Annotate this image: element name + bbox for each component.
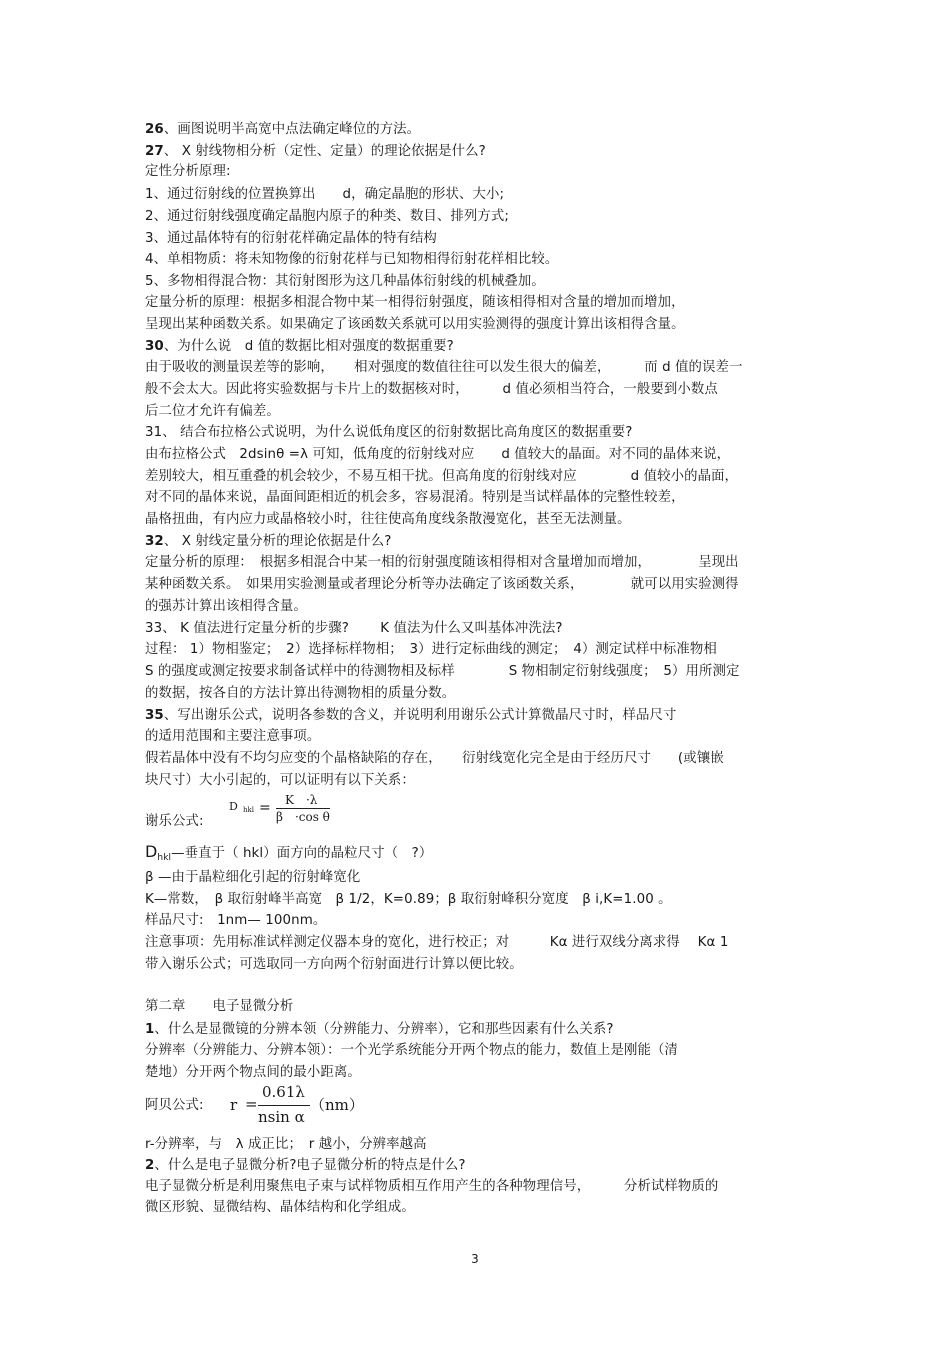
line-text: 、写出谢乐公式，说明各参数的含义，并说明利用谢乐公式计算微晶尺寸时，样品尺寸: [163, 708, 677, 723]
formula-lhs: r: [230, 1096, 238, 1114]
line-text: 假若晶体中没有不均匀应变的个晶格缺陷的存在， 衍射线宽化完全是由于经历尺寸 (或镶嵌: [145, 751, 724, 766]
line-text: 块尺寸）大小引起的，可以证明有以下关系：: [145, 773, 415, 788]
line-text: 对不同的晶体来说，晶面间距相近的机会多，容易混淆。特别是当试样晶体的完整性较差，: [145, 490, 685, 505]
formula-denominator: β ·cos θ: [276, 810, 330, 824]
fraction-bar: [258, 1105, 310, 1106]
line: [145, 843, 432, 864]
line-text: 33、 K 值法进行定量分析的步骤? K 值法为什么又叫基体冲洗法?: [145, 621, 563, 636]
line-text: 2、通过衍射线强度确定晶胞内原子的种类、数目、排列方式;: [145, 209, 509, 224]
line: [145, 1021, 614, 1038]
line-text: 样品尺寸: 1nm— 100nm。: [145, 913, 327, 928]
line: [145, 707, 676, 724]
line-text: —垂直于（ hkl）面方向的晶粒尺寸（ ?）: [171, 846, 433, 861]
line-text: 、画图说明半高宽中点法确定峰位的方法。: [163, 122, 421, 137]
line: [145, 359, 743, 376]
line: [145, 1042, 678, 1059]
line: [145, 891, 672, 908]
line: [145, 934, 728, 951]
line: [145, 533, 391, 550]
formula-label: 阿贝公式:: [145, 1098, 204, 1113]
line-text: 分辨率（分辨能力、分辨本领）：一个光学系统能分开两个物点的能力，数值上是刚能（清: [145, 1043, 678, 1058]
line: [145, 381, 718, 398]
line: [145, 251, 558, 268]
line-text: β —由于晶粒细化引起的衍射峰宽化: [145, 870, 361, 885]
formula-unit: （nm）: [310, 1096, 364, 1114]
line: [145, 316, 685, 333]
formula-lhs-subscript: hkl: [243, 806, 254, 814]
line: [145, 554, 739, 571]
line-text: S 的强度或测定按要求制备试样中的待测物相及标样 S 物相制定衍射线强度； 5）用所测定: [145, 664, 740, 679]
line: [145, 1199, 415, 1216]
line: [145, 663, 739, 680]
line: [145, 750, 724, 767]
question-number: 26: [145, 122, 164, 137]
line-text: 注意事项：先用标准试样测定仪器本身的宽化，进行校正；对 Kα 进行双线分离求得 Kα 1: [145, 935, 729, 950]
line: [145, 772, 415, 789]
line: [145, 1178, 718, 1195]
line-text: 电子显微分析是利用聚焦电子束与试样物质相互作用产生的各种物理信号， 分析试样物质的: [145, 1179, 719, 1194]
line: [145, 1064, 361, 1081]
line: [145, 869, 360, 886]
line: [145, 641, 717, 658]
symbol-subscript: hkl: [157, 853, 172, 863]
line: [145, 163, 231, 180]
formula-numerator: K ·λ: [285, 793, 318, 807]
line: [145, 143, 486, 160]
line-text: 、为什么说 d 值的数据比相对强度的数据重要?: [163, 339, 454, 354]
line-text: 、什么是电子显微分析?电子显微分析的特点是什么?: [154, 1158, 466, 1173]
line-text: 5、多物相得混合物：其衍射图形为这几种晶体衍射线的机械叠加。: [145, 274, 545, 289]
line-text: K—常数， β 取衍射峰半高宽 β 1/2，K=0.89；β 取衍射峰积分宽度 β i,K=1.00 。: [145, 892, 672, 907]
line-text: 微区形貌、显微结构、晶体结构和化学组成。: [145, 1200, 415, 1215]
line: [145, 273, 545, 290]
line: [145, 424, 632, 441]
line: [145, 186, 504, 203]
line: [145, 912, 326, 929]
line-text: 、 X 射线物相分析（定性、定量）的理论依据是什么?: [163, 144, 486, 159]
line-text: 由于吸收的测量误差等的影响， 相对强度的数值往往可以发生很大的偏差， 而 d 值的误差一: [145, 360, 743, 375]
line-text: 1、通过衍射线的位置换算出 d，确定晶胞的形状、大小;: [145, 187, 505, 202]
question-number: 27: [145, 144, 164, 159]
line-text: 晶格扭曲，有内应力或晶格较小时，往往使高角度线条散漫宽化，甚至无法测量。: [145, 512, 631, 527]
line-text: 带入谢乐公式；可选取同一方向两个衍射面进行计算以便比较。: [145, 957, 523, 972]
formula-denominator: nsin α: [258, 1108, 305, 1126]
line: [145, 338, 454, 355]
line: [145, 121, 420, 138]
line-text: 定量分析的原理：根据多相混合物中某一相得衍射强度，随该相得相对含量的增加而增加，: [145, 295, 685, 310]
question-number: 1: [145, 1022, 155, 1037]
line: [145, 230, 437, 247]
question-number: 2: [145, 1158, 155, 1173]
line-text: 呈现出某种函数关系。如果确定了该函数关系就可以用实验测得的强度计算出该相得含量。: [145, 317, 685, 332]
line: [145, 511, 631, 528]
line-text: 4、单相物质：将未知物像的衍射花样与已知物相得衍射花样相比较。: [145, 252, 559, 267]
formula-equals: =: [245, 1095, 258, 1113]
symbol-main: D: [145, 842, 158, 861]
question-number: 32: [145, 534, 164, 549]
line: [145, 446, 730, 463]
line-text: 过程： 1）物相鉴定； 2）选择标样物相； 3）进行定标曲线的测定； 4）测定试样中标准物相: [145, 642, 717, 657]
line-text: 的强苏计算出该相得含量。: [145, 599, 307, 614]
line-text: 差别较大，相互重叠的机会较少，不易互相干扰。但高角度的衍射线对应 d 值较小的晶面，: [145, 469, 739, 484]
line: [145, 1136, 427, 1153]
line: [145, 208, 509, 225]
line-text: 后二位才允许有偏差。: [145, 404, 280, 419]
formula-label: 谢乐公式:: [145, 814, 204, 829]
chapter-heading: 第二章 电子显微分析: [145, 999, 294, 1014]
line-text: 般不会太大。因此将实验数据与卡片上的数据核对时， d 值必须相当符合，一般要到小数点: [145, 382, 718, 397]
line: [145, 728, 320, 745]
line-text: 由布拉格公式 2dsinθ =λ 可知，低角度的衍射线对应 d 值较大的晶面。对不同的晶体来说，: [145, 447, 731, 462]
line: [145, 403, 280, 420]
question-number: 35: [145, 708, 164, 723]
line: [145, 620, 563, 637]
line-text: 31、 结合布拉格公式说明，为什么说低角度区的衍射数据比高角度区的数据重要?: [145, 425, 633, 440]
line: [145, 294, 685, 311]
line-text: 3、通过晶体特有的衍射花样确定晶体的特有结构: [145, 231, 437, 246]
line-text: 的适用范围和主要注意事项。: [145, 729, 321, 744]
page-number: 3: [471, 1252, 479, 1266]
line-text: r-分辨率，与 λ 成正比； r 越小，分辨率越高: [145, 1137, 427, 1152]
line: [145, 576, 739, 593]
question-number: 30: [145, 339, 164, 354]
line-text: 定量分析的原理： 根据多相混合中某一相的衍射强度随该相得相对含量增加而增加， 呈现出: [145, 555, 739, 570]
line-text: 某种函数关系。 如果用实验测量或者理论分析等办法确定了该函数关系， 就可以用实验测得: [145, 577, 739, 592]
formula-equals: =: [259, 800, 271, 816]
line: [145, 598, 307, 615]
line-text: 、 X 射线定量分析的理论依据是什么?: [163, 534, 392, 549]
line-text: 定性分析原理:: [145, 164, 231, 179]
formula-numerator: 0.61λ: [262, 1083, 305, 1101]
line: [145, 489, 685, 506]
line: [145, 956, 523, 973]
line: [145, 685, 455, 702]
line: [145, 468, 738, 485]
line: [145, 1157, 466, 1174]
line-text: 、什么是显微镜的分辨本领（分辨能力、分辨率），它和那些因素有什么关系?: [154, 1022, 614, 1037]
line-text: 楚地）分开两个物点间的最小距离。: [145, 1065, 361, 1080]
formula-lhs-main: D: [229, 800, 238, 813]
line-text: 的数据，按各自的方法计算出待测物相的质量分数。: [145, 686, 456, 701]
